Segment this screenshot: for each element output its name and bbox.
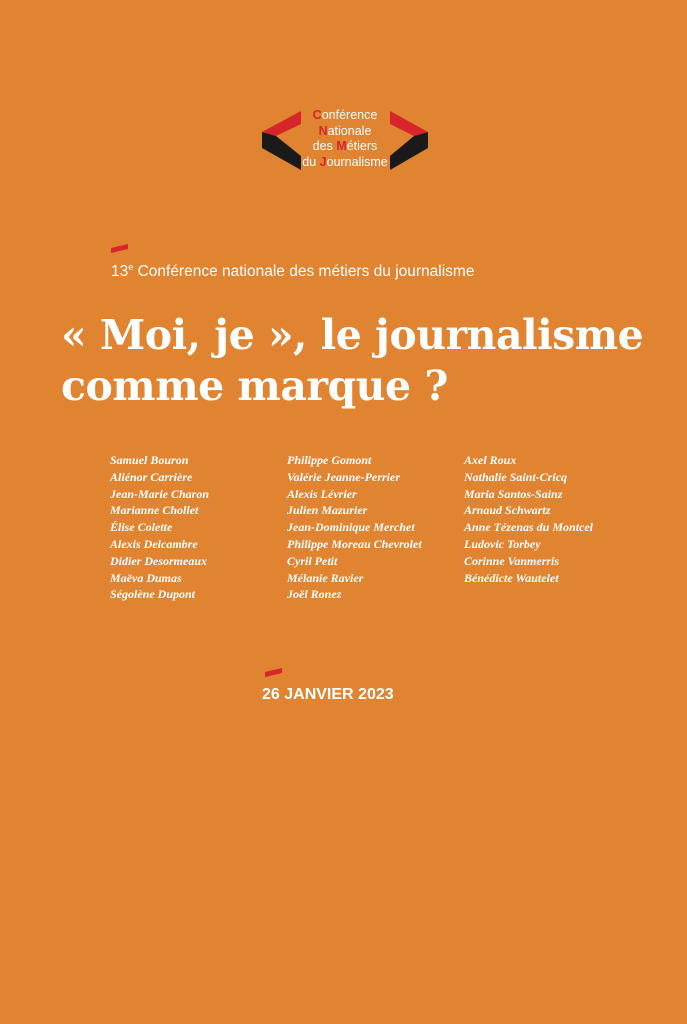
title-line-2: comme marque ? <box>61 362 448 410</box>
page-title <box>61 310 661 412</box>
author-name: Arnaud Schwartz <box>464 503 551 518</box>
logo-line-4: du Journalisme <box>302 154 388 169</box>
author-name: Samuel Bouron <box>110 453 189 467</box>
author-name: Philippe Moreau Chevrolet <box>287 536 422 551</box>
author-name: Marianne Chollet <box>110 503 199 518</box>
author-column-1 <box>110 452 209 603</box>
author-name: Alexis Lévrier <box>287 486 357 501</box>
author-name: Bénédicte Wautelet <box>464 570 559 585</box>
conference-logo <box>259 104 431 182</box>
logo-line-2: Nationale <box>318 123 372 138</box>
author-name: Élise Colette <box>110 520 173 535</box>
author-name: Joël Ronez <box>287 587 342 602</box>
author-name: Anne Tézenas du Montcel <box>464 520 594 535</box>
author-name: Mélanie Ravier <box>287 570 364 585</box>
logo-wordmark <box>299 108 391 170</box>
edition-ordinal: e <box>128 262 134 272</box>
author-name: Corinne Vanmerris <box>464 553 560 568</box>
subtitle-text: Conférence nationale des métiers du journalisme <box>133 263 475 281</box>
author-column-2 <box>287 452 422 603</box>
author-name: Julien Mazurier <box>287 503 368 518</box>
author-name: Alexis Delcambre <box>110 536 198 551</box>
accent-mark-date <box>265 668 282 677</box>
edition-number: 13 <box>111 263 129 281</box>
author-name: Maria Santos-Sainz <box>464 486 563 501</box>
author-name: Jean-Dominique Merchet <box>287 520 415 535</box>
author-name: Axel Roux <box>464 453 517 467</box>
logo-line-1: Conférence <box>312 108 378 122</box>
event-date: 26 JANVIER 2023 <box>262 686 394 703</box>
author-name: Cyril Petit <box>287 553 338 568</box>
accent-mark-subtitle <box>111 244 128 253</box>
author-name: Didier Desormeaux <box>110 553 207 568</box>
author-name: Jean-Marie Charon <box>110 486 210 501</box>
title-line-1: « Moi, je », le journalisme <box>61 311 644 359</box>
author-name: Valérie Jeanne-Perrier <box>287 469 400 484</box>
conference-subtitle <box>111 262 474 281</box>
author-name: Maëva Dumas <box>110 570 182 585</box>
logo-line-3: des Métiers <box>312 139 378 153</box>
author-name: Ludovic Torbey <box>464 536 541 551</box>
author-name: Aliénor Carrière <box>110 469 193 484</box>
author-name: Nathalie Saint-Cricq <box>464 469 568 484</box>
author-name: Philippe Gomont <box>287 453 372 467</box>
author-column-3 <box>464 452 593 586</box>
author-name: Ségolène Dupont <box>110 587 196 602</box>
